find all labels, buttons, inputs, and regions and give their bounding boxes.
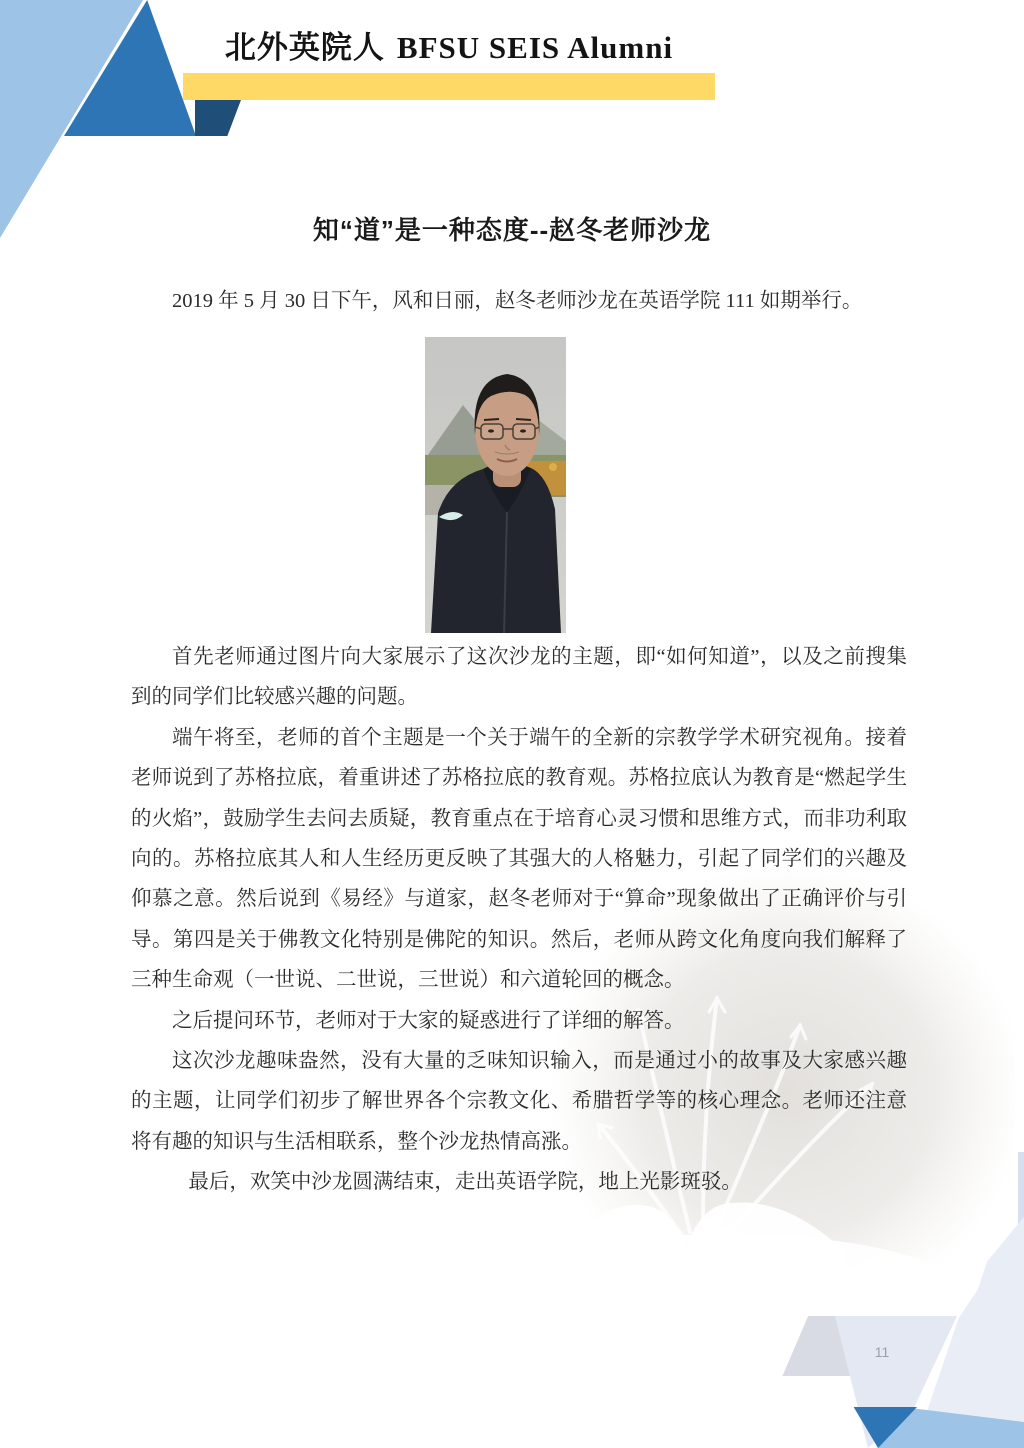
paragraph: 首先老师通过图片向大家展示了这次沙龙的主题，即“如何知道”，以及之前搜集到的同学们比较感兴趣的问题。 <box>131 646 907 709</box>
paragraph: 最后，欢笑中沙龙圆满结束，走出英语学院，地上光影斑驳。 <box>188 1171 742 1194</box>
paragraph: 2019 年 5 月 30 日下午，风和日丽，赵冬老师沙龙在英语学院 111 如期举行。 <box>172 290 863 312</box>
masthead-title <box>183 22 715 67</box>
masthead-underline-bar <box>183 73 715 100</box>
article-title: 知“道”是一种态度--赵冬老师沙龙 <box>312 215 712 245</box>
paragraph: 之后提问环节，老师对于大家的疑惑进行了详细的解答。 <box>172 1009 685 1032</box>
masthead-title-english: BFSU SEIS Alumni <box>396 30 674 65</box>
teacher-portrait-photo <box>425 337 566 633</box>
page-number: 11 <box>874 1344 890 1360</box>
article-body <box>131 637 907 1203</box>
portrait-illustration <box>425 337 566 633</box>
paragraph: 这次沙龙趣味盎然，没有大量的乏味知识输入，而是通过小的故事及大家感兴趣的主题，让同学们初步了解世界各个宗教文化、希腊哲学等的核心理念。老师还注意将有趣的知识与生活相联系，整个沙龙热情高涨。 <box>131 1050 907 1153</box>
masthead-title-chinese: 北外英院人 <box>224 30 385 65</box>
paragraph: 端午将至，老师的首个主题是一个关于端午的全新的宗教学学术研究视角。接着老师说到了苏格拉底，着重讲述了苏格拉底的教育观。苏格拉底认为教育是“燃起学生的火焰”，鼓励学生去问去质疑，教育重点在于培育心灵习惯和思维方式，而非功利取向的。苏格拉底其人和人生经历更反映了其强大的人格魅力，引起了同学们的兴趣及仰慕之意。然后说到《易经》与道家，赵冬老师对于“算命”现象做出了正确评价与引导。第四是关于佛教文化特别是佛陀的知识。然后，老师从跨文化角度向我们解释了三种生命观（一世说、二世说，三世说）和六道轮回的概念。 <box>131 726 907 992</box>
intro-paragraph-block <box>131 281 907 321</box>
